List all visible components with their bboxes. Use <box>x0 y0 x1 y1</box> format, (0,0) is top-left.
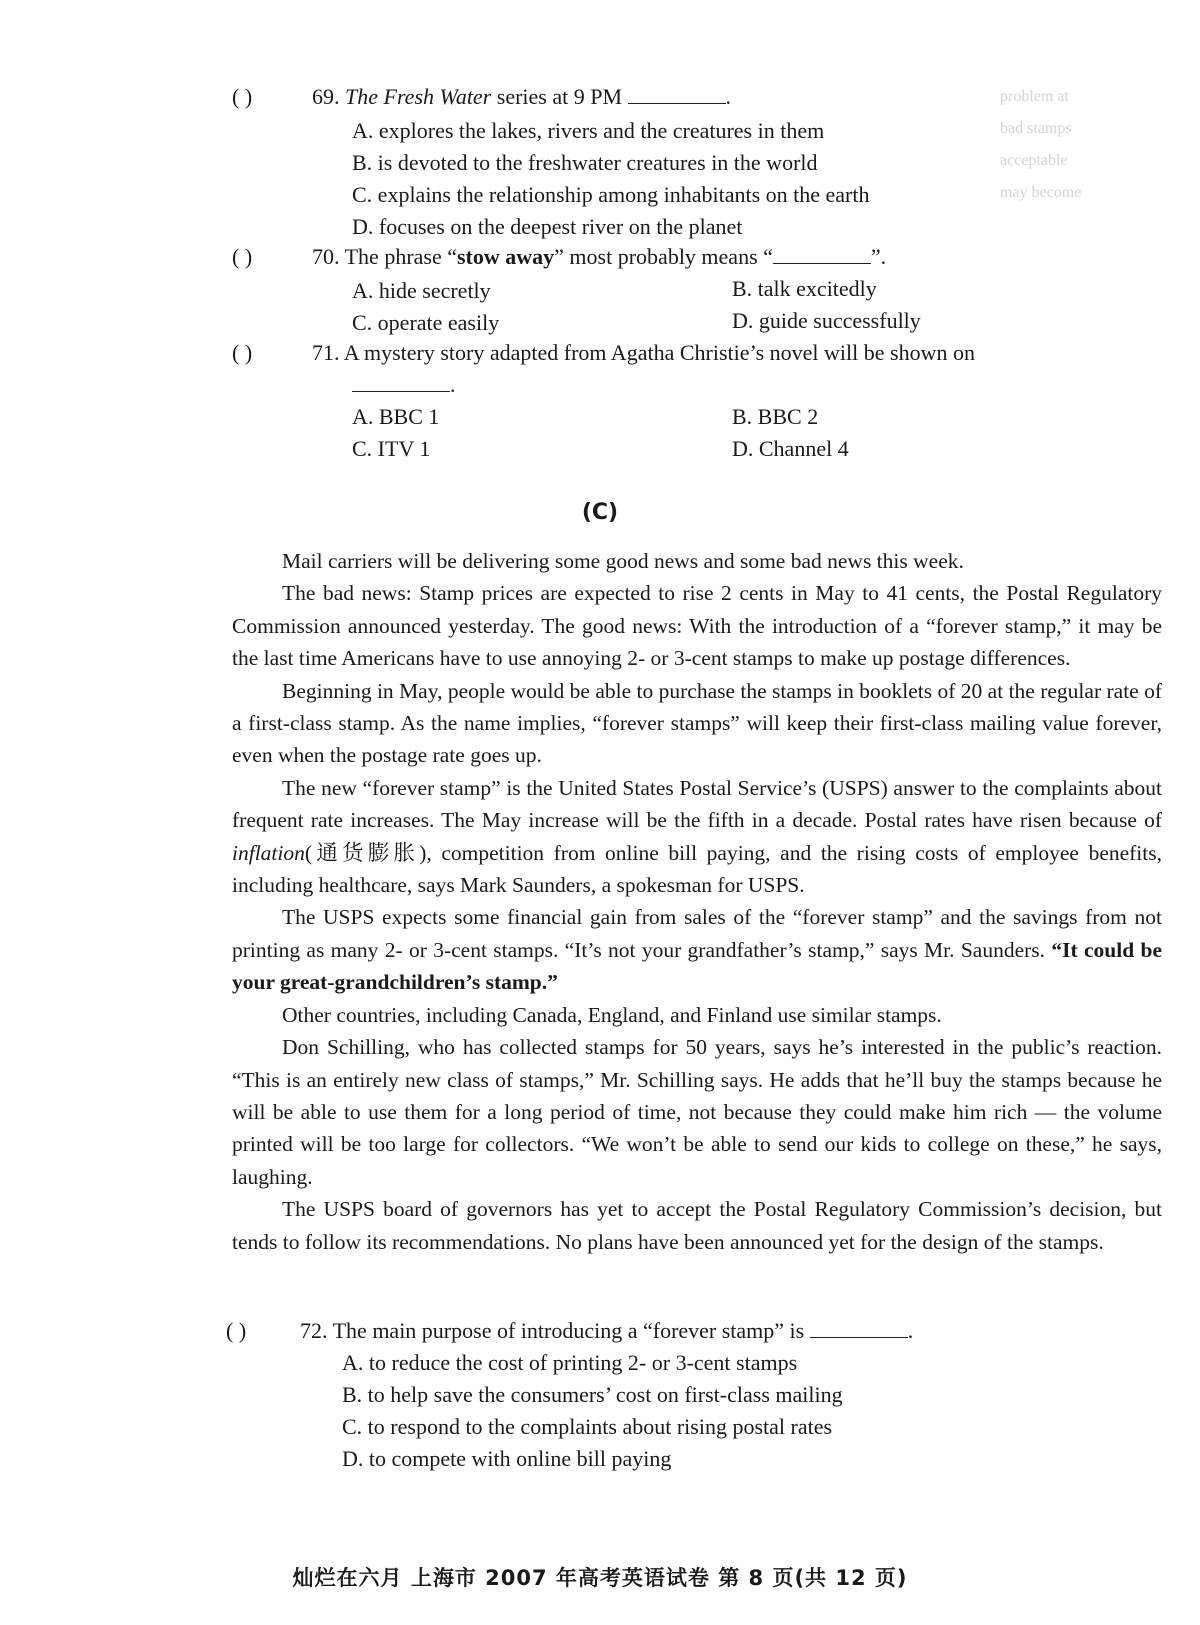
answer-blank <box>628 85 726 104</box>
answer-blank <box>810 1319 908 1338</box>
passage-paragraph: The USPS board of governors has yet to accept the Postal Regulatory Commission’s decision, but tends to follow its recommendations. No plans have been announced yet for the design of the stamps. <box>232 1197 1162 1254</box>
passage-paragraph: The bad news: Stamp prices are expected to rise 2 cents in May to 41 cents, the Postal Regulatory Commission announced yesterday. The good news: With the introduction of a “forever stamp,” it may be the last time Americans have to use annoying 2- or 3-cent stamps to make up postage differences. <box>232 581 1162 671</box>
passage-paragraph: Mail carriers will be delivering some good news and some bad news this week. <box>282 549 964 573</box>
bleed-through-text: problem at <box>1000 88 1069 105</box>
stem-text: series at 9 PM <box>496 84 623 109</box>
option-71-c[interactable]: C. ITV 1 <box>352 436 431 461</box>
question-number: 72. <box>300 1318 328 1343</box>
option-69-c[interactable]: C. explains the relationship among inhabitants on the earth <box>352 182 870 207</box>
question-71-blank-line: . <box>352 372 456 398</box>
passage-paragraph: Beginning in May, people would be able to purchase the stamps in booklets of 20 at the regular rate of a first-class stamp. As the name implies, “forever stamps” will keep their first-class mailing value forever, even when the postage rate goes up. <box>232 678 1162 768</box>
option-70-b[interactable]: B. talk excitedly <box>732 276 877 301</box>
question-71-stem: 71. A mystery story adapted from Agatha Christie’s novel will be shown on <box>312 340 975 365</box>
program-title: The Fresh Water <box>345 84 492 109</box>
question-number: 70. <box>312 244 340 269</box>
answer-paren-71[interactable]: ( ) <box>232 340 253 365</box>
bleed-through-text: may become <box>1000 184 1082 201</box>
answer-blank <box>352 373 450 392</box>
option-70-d[interactable]: D. guide successfully <box>732 308 921 333</box>
question-69-stem: 69. The Fresh Water series at 9 PM . <box>312 84 732 109</box>
answer-paren-70[interactable]: ( ) <box>232 244 253 269</box>
key-phrase: stow away <box>457 244 555 269</box>
answer-paren-72[interactable]: ( ) <box>226 1318 247 1343</box>
question-number: 71. <box>312 340 340 365</box>
option-71-a[interactable]: A. BBC 1 <box>352 404 440 429</box>
option-72-a[interactable]: A. to reduce the cost of printing 2- or 3-cent stamps <box>342 1350 798 1375</box>
option-70-a[interactable]: A. hide secretly <box>352 278 491 303</box>
option-72-d[interactable]: D. to compete with online bill paying <box>342 1446 672 1471</box>
page-footer: 灿烂在六月 上海市 2007 年高考英语试卷 第 8 页(共 12 页) <box>292 1566 908 1590</box>
option-69-d[interactable]: D. focuses on the deepest river on the planet <box>352 214 743 239</box>
passage-paragraph: The USPS expects some financial gain from sales of the “forever stamp” and the savings from not printing as many 2- or 3-cent stamps. “It’s not your grandfather’s stamp,” says Mr. Saunders. “It could be your great-grandchildren’s stamp.” <box>232 905 1162 995</box>
question-72-stem: 72. The main purpose of introducing a “forever stamp” is . <box>300 1318 914 1343</box>
option-69-a[interactable]: A. explores the lakes, rivers and the creatures in them <box>352 118 825 143</box>
answer-blank <box>773 245 871 264</box>
option-71-d[interactable]: D. Channel 4 <box>732 436 849 461</box>
section-heading: (C) <box>581 500 619 525</box>
glossed-word: inflation <box>232 840 305 865</box>
passage-paragraph: Other countries, including Canada, England, and Finland use similar stamps. <box>282 1002 942 1027</box>
answer-paren-69[interactable]: ( ) <box>232 84 253 109</box>
option-72-b[interactable]: B. to help save the consumers’ cost on first-class mailing <box>342 1382 843 1407</box>
bleed-through-text: bad stamps <box>1000 120 1072 137</box>
question-70-stem: 70. The phrase “stow away” most probably means “ ”. <box>312 244 887 269</box>
option-71-b[interactable]: B. BBC 2 <box>732 404 819 429</box>
reading-passage <box>232 545 1162 1258</box>
option-70-c[interactable]: C. operate easily <box>352 310 500 335</box>
passage-paragraph: The new “forever stamp” is the United States Postal Service’s (USPS) answer to the complaints about frequent rate increases. The May increase will be the fifth in a decade. Postal rates have risen because of inflation(通货膨胀), competition from online bill paying, and the rising costs of employee benefits, including healthcare, says Mark Saunders, a spokesman for USPS. <box>232 775 1162 898</box>
passage-paragraph: Don Schilling, who has collected stamps for 50 years, says he’s interested in the public’s reaction. “This is an entirely new class of stamps,” Mr. Schilling says. He adds that he’ll buy the stamps because he will be able to use them for a long period of time, not because they could make him rich — the volume printed will be too large for collectors. “We won’t be able to send our kids to college on these,” he says, laughing. <box>232 1035 1162 1189</box>
bleed-through-text: acceptable <box>1000 152 1068 169</box>
bold-quote: “It could be your great-grandchildren’s stamp.” <box>232 937 1162 995</box>
question-number: 69. <box>312 84 340 109</box>
option-69-b[interactable]: B. is devoted to the freshwater creatures in the world <box>352 150 818 175</box>
chinese-gloss: (通货膨胀) <box>304 840 427 865</box>
option-72-c[interactable]: C. to respond to the complaints about rising postal rates <box>342 1414 833 1439</box>
